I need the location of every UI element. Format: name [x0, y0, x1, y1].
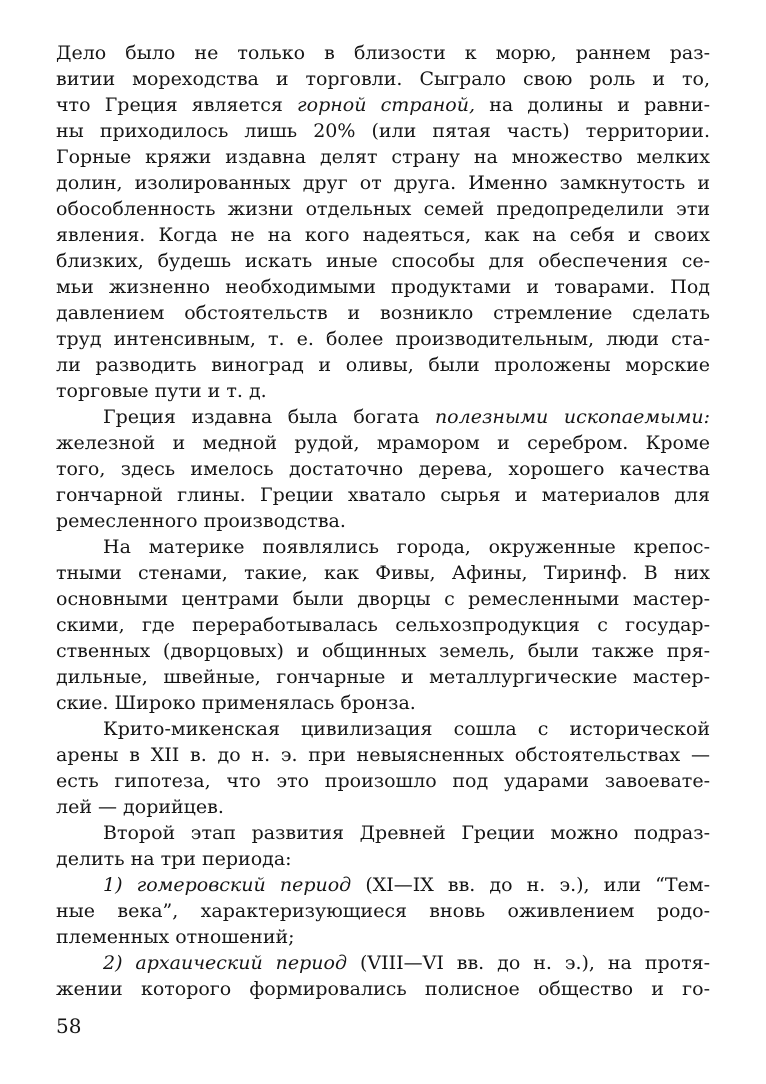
text-line — [56, 222, 710, 248]
text-run: дильные, швейные, гончарные и металлургические мастер- — [56, 666, 710, 688]
text-line — [56, 40, 710, 66]
text-line — [56, 586, 710, 612]
text-run: делить на три периода: — [56, 848, 292, 870]
text-line — [56, 768, 710, 794]
text-line — [103, 950, 710, 976]
text-line — [56, 300, 710, 326]
text-run: тными стенами, такие, как Фивы, Афины, Тиринф. В них — [56, 562, 710, 584]
text-run: ские. Широко применялась бронза. — [56, 692, 416, 714]
text-line — [56, 326, 710, 352]
text-line — [56, 794, 710, 820]
text-run: скими, где переработывалась сельхозпродукция с государ- — [56, 614, 710, 636]
text-line — [56, 66, 710, 92]
text-run: долин, изолированных друг от друга. Именно замкнутость и — [56, 172, 710, 194]
text-line — [56, 898, 710, 924]
text-line — [103, 872, 710, 898]
text-line — [56, 144, 710, 170]
text-line — [56, 690, 710, 716]
italic-term: полезными ископаемыми: — [434, 406, 710, 428]
text-run: давлением обстоятельств и возникло стремление сделать — [56, 302, 710, 324]
text-run: ли разводить виноград и оливы, были проложены морские — [56, 354, 710, 376]
text-line — [56, 638, 710, 664]
text-run: Крито-микенская цивилизация сошла с исторической — [103, 718, 710, 740]
italic-term: 1) гомеровский период — [103, 874, 352, 896]
text-run: ственных (дворцовых) и общинных земель, были также пря- — [56, 640, 710, 662]
text-run: того, здесь имелось достаточно дерева, хорошего качества — [56, 458, 710, 480]
text-run: на долины и равни- — [475, 94, 711, 116]
text-run: Греция издавна была богата — [103, 406, 435, 428]
text-line — [56, 170, 710, 196]
text-run: витии мореходства и торговли. Сыграло свою роль и то, — [56, 68, 710, 90]
text-run: Горные кряжи издавна делят страну на множество мелких — [56, 146, 710, 168]
text-line — [56, 846, 710, 872]
text-run: племенных отношений; — [56, 926, 295, 948]
text-line — [56, 456, 710, 482]
text-run: основными центрами были дворцы с ремесленными мастер- — [56, 588, 710, 610]
text-run: Второй этап развития Древней Греции можно подраз- — [103, 822, 710, 844]
text-line — [56, 508, 710, 534]
text-line — [56, 352, 710, 378]
italic-term: 2) архаический период — [103, 952, 348, 974]
text-line — [56, 378, 710, 404]
text-run: (XI—IX вв. до н. э.), или “Тем- — [351, 874, 710, 896]
text-run: жении которого формировались полисное общество и го- — [56, 978, 710, 1000]
text-line — [103, 534, 710, 560]
text-run: (VIII—VI вв. до н. э.), на протя- — [347, 952, 710, 974]
italic-term: горной страной, — [297, 94, 476, 116]
text-line — [56, 612, 710, 638]
text-run: гончарной глины. Греции хватало сырья и материалов для — [56, 484, 710, 506]
text-run: что Греция является — [56, 94, 298, 116]
text-run: мьи жизненно необходимыми продуктами и товарами. Под — [56, 276, 710, 298]
text-run: арены в XII в. до н. э. при невыясненных обстоятельствах — — [56, 744, 710, 766]
text-run: ремесленного производства. — [56, 510, 346, 532]
text-line — [103, 820, 710, 846]
text-line — [56, 976, 710, 1002]
text-run: лей — дорийцев. — [56, 796, 224, 818]
text-line — [56, 196, 710, 222]
text-line — [103, 404, 710, 430]
text-run: На материке появлялись города, окруженные крепос- — [103, 536, 710, 558]
text-line — [56, 664, 710, 690]
text-run: труд интенсивным, т. е. более производительным, люди ста- — [56, 328, 710, 350]
text-line — [56, 482, 710, 508]
text-run: близких, будешь искать иные способы для обеспечения се- — [56, 250, 710, 272]
text-line — [56, 118, 710, 144]
page-number: 58 — [56, 1014, 82, 1038]
text-run: Дело было не только в близости к морю, раннем раз- — [56, 42, 710, 64]
text-line — [56, 560, 710, 586]
text-run: ные века”, характеризующиеся вновь оживлением родо- — [56, 900, 710, 922]
text-run: торговые пути и т. д. — [56, 380, 267, 402]
text-run: железной и медной рудой, мрамором и серебром. Кроме — [56, 432, 710, 454]
text-line — [56, 274, 710, 300]
text-run: есть гипотеза, что это произошло под ударами завоевате- — [56, 770, 710, 792]
text-run: ны приходилось лишь 20% (или пятая часть) территории. — [56, 120, 710, 142]
text-line — [103, 716, 710, 742]
text-run: явления. Когда не на кого надеяться, как на себя и своих — [56, 224, 710, 246]
text-line — [56, 924, 710, 950]
text-line — [56, 430, 710, 456]
text-line — [56, 742, 710, 768]
text-line — [56, 92, 710, 118]
text-line — [56, 248, 710, 274]
text-run: обособленность жизни отдельных семей предопределили эти — [56, 198, 710, 220]
